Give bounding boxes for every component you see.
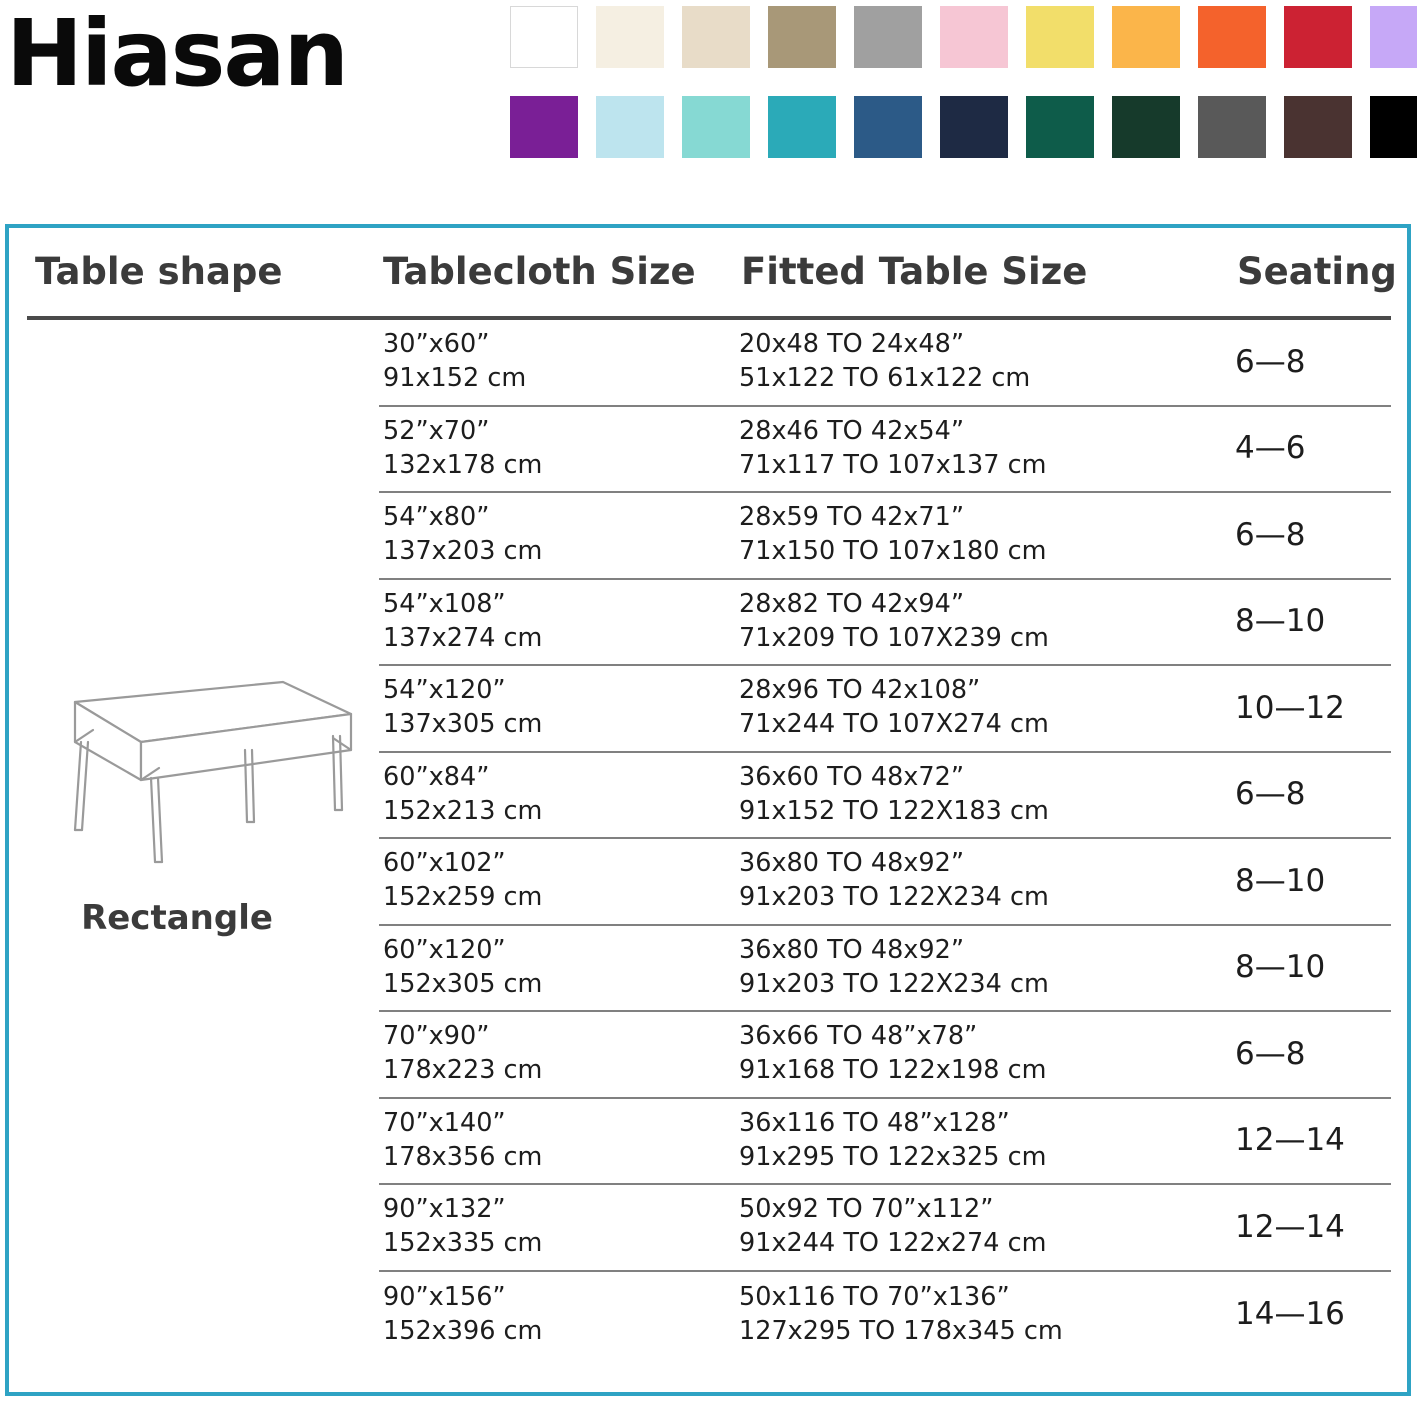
color-swatch-gray[interactable] — [854, 6, 922, 68]
cell-fitted-table-size — [737, 934, 1227, 1002]
column-header-fitted-table-size: Fitted Table Size — [741, 250, 1088, 293]
cell-seating: 6—8 — [1235, 516, 1306, 553]
table-row — [379, 1185, 1391, 1272]
cell-seating: 8—10 — [1235, 603, 1326, 640]
cell-tablecloth-size — [379, 847, 737, 915]
table-shape-column — [27, 320, 379, 1358]
cell-tablecloth-size — [379, 1281, 737, 1349]
tablecloth-size-inches: 52”x70” — [383, 415, 490, 446]
fitted-size-cm: 71x244 TO 107X274 cm — [739, 709, 1049, 740]
table-row — [379, 1272, 1391, 1359]
tablecloth-size-inches: 70”x140” — [383, 1107, 506, 1138]
cell-seating: 6—8 — [1235, 1035, 1306, 1072]
cell-seating: 12—14 — [1235, 1208, 1345, 1245]
color-swatch-teal[interactable] — [768, 96, 836, 158]
fitted-size-inches: 20x48 TO 24x48” — [739, 329, 965, 360]
tablecloth-size-inches: 54”x80” — [383, 502, 490, 533]
color-swatch-charcoal-gray[interactable] — [1198, 96, 1266, 158]
tablecloth-size-inches: 60”x120” — [383, 934, 506, 965]
cell-fitted-table-size — [737, 674, 1227, 742]
cell-tablecloth-size — [379, 415, 737, 483]
tablecloth-size-inches: 90”x156” — [383, 1281, 506, 1312]
cell-seating: 6—8 — [1235, 776, 1306, 813]
fitted-size-cm: 91x152 TO 122X183 cm — [739, 795, 1049, 826]
cell-tablecloth-size — [379, 1107, 737, 1175]
cell-tablecloth-size — [379, 328, 737, 396]
cell-tablecloth-size — [379, 1020, 737, 1088]
tablecloth-size-cm: 152x305 cm — [383, 968, 543, 999]
tablecloth-size-inches: 54”x108” — [383, 588, 506, 619]
color-swatch-navy[interactable] — [940, 96, 1008, 158]
color-swatch-row-2 — [510, 96, 1417, 158]
cell-fitted-table-size — [737, 328, 1227, 396]
tablecloth-size-cm: 178x356 cm — [383, 1141, 543, 1172]
cell-fitted-table-size — [737, 1193, 1227, 1261]
cell-tablecloth-size — [379, 934, 737, 1002]
color-swatch-yellow[interactable] — [1112, 6, 1180, 68]
column-header-table-shape: Table shape — [35, 250, 283, 293]
fitted-size-cm: 71x150 TO 107x180 cm — [739, 536, 1047, 567]
cell-seating: 8—10 — [1235, 862, 1326, 899]
fitted-size-cm: 51x122 TO 61x122 cm — [739, 363, 1031, 394]
column-header-seating: Seating — [1237, 250, 1397, 293]
cell-seating: 8—10 — [1235, 949, 1326, 986]
tablecloth-size-cm: 152x259 cm — [383, 882, 543, 913]
color-swatch-purple[interactable] — [510, 96, 578, 158]
table-row — [379, 1012, 1391, 1099]
cell-seating: 10—12 — [1235, 689, 1345, 726]
fitted-size-inches: 36x116 TO 48”x128” — [739, 1107, 1010, 1138]
color-swatch-dark-green[interactable] — [1112, 96, 1180, 158]
table-row — [379, 839, 1391, 926]
color-swatch-lavender[interactable] — [1370, 6, 1417, 68]
fitted-size-inches: 50x116 TO 70”x136” — [739, 1281, 1010, 1312]
tablecloth-size-cm: 152x335 cm — [383, 1228, 543, 1259]
fitted-size-cm: 71x117 TO 107x137 cm — [739, 449, 1047, 480]
color-swatch-dark-brown[interactable] — [1284, 96, 1352, 158]
table-row — [379, 407, 1391, 494]
cell-fitted-table-size — [737, 415, 1227, 483]
tablecloth-size-cm: 137x274 cm — [383, 622, 543, 653]
tablecloth-size-cm: 137x203 cm — [383, 536, 543, 567]
fitted-size-inches: 36x66 TO 48”x78” — [739, 1021, 978, 1052]
cell-fitted-table-size — [737, 1107, 1227, 1175]
color-swatch-row-1 — [510, 6, 1417, 68]
cell-tablecloth-size — [379, 674, 737, 742]
tablecloth-size-inches: 70”x90” — [383, 1021, 490, 1052]
color-swatch-light-blue[interactable] — [596, 96, 664, 158]
color-swatch-black[interactable] — [1370, 96, 1417, 158]
fitted-size-inches: 28x46 TO 42x54” — [739, 415, 965, 446]
page-header — [0, 0, 1417, 170]
cell-tablecloth-size — [379, 1193, 737, 1261]
cell-fitted-table-size — [737, 501, 1227, 569]
tablecloth-size-inches: 54”x120” — [383, 675, 506, 706]
tablecloth-size-cm: 178x223 cm — [383, 1055, 543, 1086]
table-row — [379, 753, 1391, 840]
fitted-size-cm: 91x168 TO 122x198 cm — [739, 1055, 1047, 1086]
color-swatch-taupe[interactable] — [768, 6, 836, 68]
size-chart-panel — [5, 224, 1411, 1396]
color-swatch-pink[interactable] — [940, 6, 1008, 68]
tablecloth-size-cm: 137x305 cm — [383, 709, 543, 740]
brand-logo: Hiasan — [6, 0, 347, 107]
color-swatch-emerald[interactable] — [1026, 96, 1094, 158]
cell-tablecloth-size — [379, 501, 737, 569]
rectangle-table-illustration — [33, 672, 363, 872]
cell-seating: 6—8 — [1235, 343, 1306, 380]
fitted-size-inches: 28x96 TO 42x108” — [739, 675, 981, 706]
fitted-size-cm: 91x203 TO 122X234 cm — [739, 968, 1049, 999]
table-row — [379, 926, 1391, 1013]
tablecloth-size-cm: 91x152 cm — [383, 363, 527, 394]
tablecloth-size-inches: 60”x102” — [383, 848, 506, 879]
table-row — [379, 320, 1391, 407]
table-row — [379, 580, 1391, 667]
fitted-size-inches: 28x82 TO 42x94” — [739, 588, 965, 619]
table-row — [379, 666, 1391, 753]
cell-seating: 4—6 — [1235, 430, 1306, 467]
color-swatch-white[interactable] — [510, 6, 578, 68]
cell-tablecloth-size — [379, 588, 737, 656]
chart-rows — [379, 320, 1391, 1358]
cell-fitted-table-size — [737, 1281, 1227, 1349]
color-swatch-steel-blue[interactable] — [854, 96, 922, 158]
table-row — [379, 1099, 1391, 1186]
color-swatch-light-yellow[interactable] — [1026, 6, 1094, 68]
tablecloth-size-cm: 152x213 cm — [383, 795, 543, 826]
tablecloth-size-cm: 152x396 cm — [383, 1315, 543, 1346]
color-swatch-aqua[interactable] — [682, 96, 750, 158]
cell-seating: 14—16 — [1235, 1296, 1345, 1333]
tablecloth-size-inches: 60”x84” — [383, 761, 490, 792]
fitted-size-cm: 71x209 TO 107X239 cm — [739, 622, 1049, 653]
cell-seating: 12—14 — [1235, 1122, 1345, 1159]
fitted-size-cm: 91x244 TO 122x274 cm — [739, 1228, 1047, 1259]
tablecloth-size-inches: 90”x132” — [383, 1194, 506, 1225]
column-header-tablecloth-size: Tablecloth Size — [383, 250, 696, 293]
tablecloth-size-inches: 30”x60” — [383, 329, 490, 360]
fitted-size-cm: 91x295 TO 122x325 cm — [739, 1141, 1047, 1172]
cell-fitted-table-size — [737, 1020, 1227, 1088]
color-swatch-orange[interactable] — [1198, 6, 1266, 68]
table-row — [379, 493, 1391, 580]
fitted-size-inches: 36x80 TO 48x92” — [739, 848, 965, 879]
table-shape-label: Rectangle — [81, 898, 273, 938]
chart-header-row — [27, 250, 1397, 314]
color-swatch-ivory[interactable] — [596, 6, 664, 68]
color-swatch-beige[interactable] — [682, 6, 750, 68]
fitted-size-inches: 36x60 TO 48x72” — [739, 761, 965, 792]
cell-fitted-table-size — [737, 761, 1227, 829]
color-swatch-red[interactable] — [1284, 6, 1352, 68]
fitted-size-inches: 36x80 TO 48x92” — [739, 934, 965, 965]
fitted-size-inches: 50x92 TO 70”x112” — [739, 1194, 994, 1225]
fitted-size-inches: 28x59 TO 42x71” — [739, 502, 965, 533]
fitted-size-cm: 91x203 TO 122X234 cm — [739, 882, 1049, 913]
cell-tablecloth-size — [379, 761, 737, 829]
tablecloth-size-cm: 132x178 cm — [383, 449, 543, 480]
fitted-size-cm: 127x295 TO 178x345 cm — [739, 1315, 1063, 1346]
cell-fitted-table-size — [737, 588, 1227, 656]
cell-fitted-table-size — [737, 847, 1227, 915]
